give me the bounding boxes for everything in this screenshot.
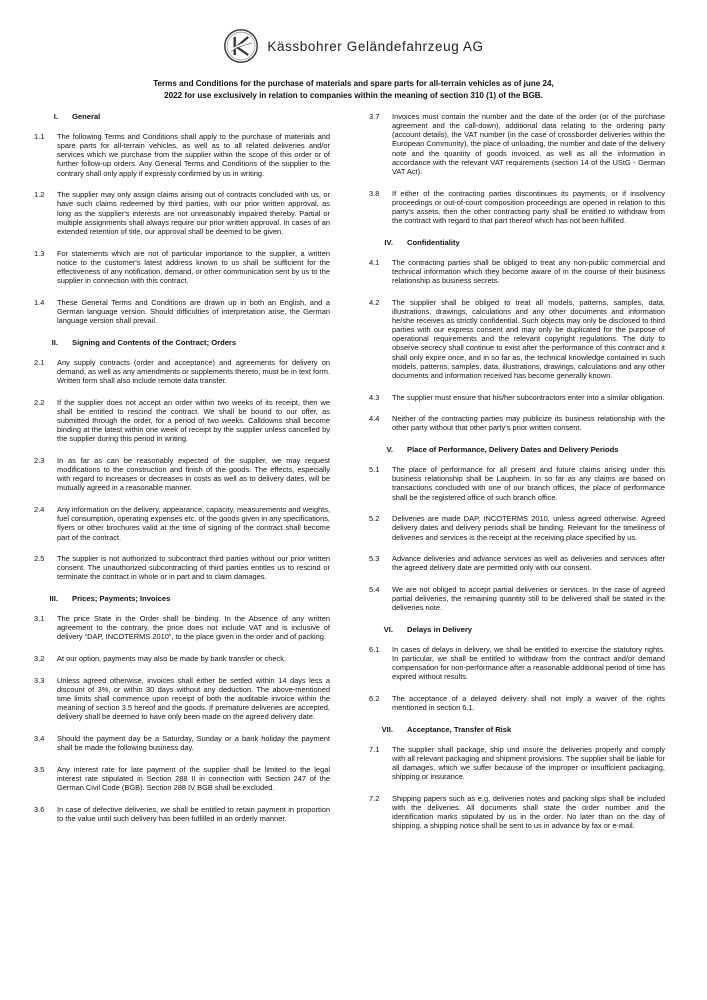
section-title: Prices; Payments; Invoices [72, 594, 171, 604]
clause [34, 398, 330, 444]
clause [34, 805, 330, 823]
clause [34, 456, 330, 493]
section-number: V. [386, 445, 393, 455]
clause-number: 1.2 [34, 190, 45, 200]
clause-text: The price State in the Order shall be binding. In the Absence of any written agreement to the contrary, the price does not include VAT and is inclusive of delivery “DAP, INCOTERMS 2010”, to the place given in the order and of packing. [57, 614, 330, 642]
clause [34, 654, 330, 663]
clause [369, 794, 665, 831]
clause-number: 2.3 [34, 455, 45, 465]
clause-number: 2.2 [34, 397, 45, 407]
clause-number: 1.3 [34, 248, 45, 258]
document-title [90, 78, 617, 102]
clause-text: The place of performance for all present and future claims arising under this business relationship shall be Laupheim. In so far as any claims are based on transactions concluded with one of our branch offices, the place of performance shall be the registered office of such branch office. [392, 465, 665, 502]
section-number: III. [49, 594, 58, 604]
clause-text: At our option, payments may also be made by bank transfer or check. [57, 654, 287, 664]
clause-number: 3.4 [34, 734, 45, 744]
clause [34, 190, 330, 236]
clause-text: Unless agreed otherwise, invoices shall either be settled within 14 days less a discount of 3%, or within 30 days without any deduction. The above-mentioned time limits shall commence upon receipt of both the auditable invoice within the meaning of section 3.5 hereof and the goods. If premature deliveries are accepted, delivery shall be deemed to have only been made on the agreed delivery date. [57, 675, 330, 722]
company-name: Kässbohrer Geländefahrzeug AG [267, 38, 484, 54]
clause [34, 358, 330, 385]
title-line-1: Terms and Conditions for the purchase of materials and spare parts for all-terrain vehicles as of june 24, [153, 79, 554, 88]
title-line-2: 2022 for use exclusively in relation to companies within the meaning of section 310 (1) of the BGB. [164, 91, 543, 100]
clause-number: 4.3 [369, 392, 380, 402]
clause-text: The following Terms and Conditions shall apply to the purchase of materials and spare parts for all-terrain vehicles, as well as to all related deliveries and/or services which we purchase from the supplier within the scope of this order or of further follow-up orders. Any General Terms and Conditions of the supplier to the contrary shall only apply if expressly confirmed by us in writing. [57, 132, 330, 178]
kaessbohrer-logo-icon [223, 28, 259, 64]
clause-text: We are not obliged to accept partial deliveries or services. In the case of agreed partial deliveries, the remaining quantity still to be delivered shall be stated in the deliveries note. [392, 584, 665, 613]
clause-number: 3.3 [34, 675, 45, 685]
section-heading [369, 445, 665, 455]
section-title: Place of Performance, Delivery Dates and Delivery Periods [407, 445, 619, 455]
page-header [0, 26, 707, 66]
clause [369, 554, 665, 572]
clause [34, 614, 330, 641]
clause [34, 676, 330, 722]
clause-text: Any information on the delivery, appearance, capacity, measurements and weights, fuel consumption, operating expenses etc. of the goods given in any specifications, flyers or other brochures valid at the time of signing of the contract shall become part of the contract. [57, 505, 330, 542]
clause-number: 6.1 [369, 644, 380, 654]
clause-number: 1.4 [34, 297, 45, 307]
section-heading [34, 112, 330, 122]
clause [369, 414, 665, 432]
clause [369, 694, 665, 712]
clause [34, 734, 330, 752]
clause [369, 514, 665, 541]
section-number: VII. [381, 724, 393, 734]
clause-number: 2.4 [34, 505, 45, 515]
clause-text: Should the payment day be a Saturday, Sunday or a bank holiday the payment shall be made the following business day. [57, 734, 330, 753]
clause-text: Any supply contracts (order and acceptance) and agreements for delivery on demand, as well as any amendments or supplements thereto, must be in text form. Written form shall also include remote data transfer. [57, 357, 330, 385]
section-heading [369, 238, 665, 248]
right-column [369, 112, 665, 843]
section-heading [34, 338, 330, 348]
clause [34, 765, 330, 792]
clause-text: Invoices must contain the number and the date of the order (or of the purchase agreement and the call-down), additional data relating to the ordering party (account details), the VAT number (in the case of crossborder deliveries within the European Community), the place of unloading, the number and date of the delivery note and the quantity of goods invoiced, as well as all the information in accordance with the relevant VAT requirements (section 14 of the UStG - German VAT Act). [392, 112, 665, 176]
clause [34, 132, 330, 178]
clause [369, 465, 665, 502]
clause-text: In as far as can be reasonably expected of the supplier, we may request modifications to the construction and finish of the goods. The effects, especially with regard to increases or decreases in costs as well as to delivery dates, will be mutually agreed in a reasonable manner. [57, 455, 330, 493]
clause-number: 4.1 [369, 257, 380, 267]
clause-text: The contracting parties shall be obliged to treat any non-public commercial and technical information which they become aware of in the course of their business relationship as business secrets. [392, 257, 665, 286]
section-title: Signing and Contents of the Contract; Orders [72, 337, 237, 347]
section-heading [369, 725, 665, 735]
clause [34, 505, 330, 542]
clause-text: If either of the contracting parties discontinues its payments, or if insolvency proceedings or out-of-court composition proceedings are opened in relation to this party's assets, then the other contracting party shall be entitled to withdraw from the contract with regard to that part thereof which has not been fulfilled. [392, 188, 665, 226]
section-number: VI. [383, 624, 393, 634]
clause-number: 6.2 [369, 694, 380, 704]
clause-number: 3.7 [369, 112, 380, 121]
section-heading [369, 625, 665, 635]
clause-text: These General Terms and Conditions are drawn up in both an English, and a German language version. Should difficulties of interpretation arise, the German language version shall prevail. [57, 297, 330, 325]
clause [369, 112, 665, 176]
clause-text: The supplier shall package, ship und insure the deliveries properly and comply with all relevant packaging and shipment provisions. The supplier shall be liable for all damages, which we suffer because of the improper or insufficient packaging, shipping or insurance. [392, 744, 665, 782]
clause-number: 2.1 [34, 357, 45, 367]
clause [369, 645, 665, 682]
clause-text: In cases of delays in delivery, we shall be entitled to exercise the statutory rights. In particular, we shall be entitled to withdraw from the contract and/or demand compensation for non-performance after a reasonable additional period of time has expired without results. [392, 644, 665, 682]
section-title: Confidentiality [407, 237, 460, 247]
clause-number: 4.2 [369, 297, 380, 307]
clause-text: The supplier may only assign claims arising out of contracts concluded with us, or have such claims redeemed by third parties, with our prior written approval, as long as the supplier's interests are not unreasonably impaired thereby. Partial or multiple assignments shall always require our prior written approval. In cases of an extended retention of title, our approval shall be deemed to be given. [57, 190, 330, 236]
clause [369, 298, 665, 380]
clause-text: For statements which are not of particular importance to the supplier, a written notice to the customer's latest address known to us shall be sufficient for the effectiveness of any notification, demand, or other communication sent by us to the supplier in connection with this contract. [57, 248, 330, 286]
clause [34, 249, 330, 286]
clause-number: 7.2 [369, 794, 380, 803]
section-heading [34, 594, 330, 604]
clause-number: 7.1 [369, 744, 380, 754]
clause-number: 4.4 [369, 414, 380, 424]
left-column [34, 112, 330, 836]
clause-number: 5.3 [369, 554, 380, 564]
clause-number: 3.6 [34, 804, 45, 814]
clause-number: 3.8 [369, 188, 380, 198]
section-number: I. [53, 112, 58, 121]
section-title: Acceptance, Transfer of Risk [407, 724, 512, 734]
clause-text: Deliveries are made DAP, INCOTERMS 2010, unless agreed otherwise. Agreed delivery dates and delivery periods shall be binding. Relevant for the timeliness of deliveries and services is the receipt at the receiving place specified by us. [392, 514, 665, 542]
section-title: General [72, 112, 101, 121]
clause-number: 3.2 [34, 654, 45, 664]
clause [369, 189, 665, 226]
clause-number: 3.5 [34, 764, 45, 774]
clause [369, 585, 665, 612]
clause-number: 5.2 [369, 514, 380, 524]
section-title: Delays in Delivery [407, 624, 473, 634]
clause [369, 258, 665, 285]
section-number: II. [51, 337, 58, 347]
clause-text: The supplier must ensure that his/her subcontractors enter into a similar obligation. [392, 392, 665, 402]
clause [34, 554, 330, 581]
clause-number: 2.5 [34, 554, 45, 564]
clause-text: Advance deliveries and advance services as well as deliveries and services after the agreed delivery date are permitted only with our consent. [392, 554, 665, 573]
clause-text: The supplier shall be obliged to treat all models, patterns, samples, data, illustrations, drawings, calculations and any other documents and information he/she receives as strictly confidential. Such objects may only be disclosed to third parties with our express consent and may only be duplicated for the purpose of operational requirements and the relevant copyright regulations. The duty to observe secrecy shall continue to exist after the performance of this contract and it shall only expire once, and in so far as, the technical knowledge contained in such models, patterns, samples, data, illustrations, drawings, calculations and any other documents and information received has become generally known. [392, 297, 665, 380]
clause [34, 298, 330, 325]
clause [369, 745, 665, 782]
clause-number: 3.1 [34, 614, 45, 624]
clause-number: 5.1 [369, 465, 380, 475]
clause-number: 1.1 [34, 132, 45, 141]
clause-text: The supplier is not authorized to subcontract third parties without our prior written consent. The unauthorized subcontracting of third parties entitles us to rescind or terminate the contract in whole or in part and to claim damages. [57, 554, 330, 582]
clause-text: If the supplier does not accept an order within two weeks of its receipt, then we shall be entitled to rescind the contract. We shall be bound to our offer, as submitted through the order, for a period of two weeks. Calldowns shall become binding at the latest within one week of receipt by the supplier unless cancelled by the supplier during this period in writing. [57, 397, 330, 444]
clause-text: Neither of the contracting parties may publicize its business relationship with the other party without that other party's prior written consent. [392, 414, 665, 433]
clause [369, 393, 665, 402]
clause-number: 5.4 [369, 584, 380, 594]
section-number: IV. [384, 237, 393, 247]
clause-text: In case of defective deliveries, we shall be entitled to retain payment in proportion to the value until such delivery has been fulfilled in an orderly manner. [57, 804, 330, 823]
clause-text: The acceptance of a delayed delivery shall not imply a waiver of the rights mentioned in section 6.1. [392, 694, 665, 713]
clause-text: Any interest rate for late payment of the supplier shall be limited to the legal interest rate stipulated in Section 288 II in connection with Section 247 of the German Civil Code (BGB). Section 288 IV BGB shall be excluded. [57, 764, 330, 793]
clause-text: Shipping papers such as e.g. deliveries notes and packing slips shall be included with the deliveries. All documents shall state the order number and the identification marks stipulated by us in the order. No later than on the day of shipping, a shipping notice shall be sent to us in advance by fax or e-mail. [392, 794, 665, 831]
